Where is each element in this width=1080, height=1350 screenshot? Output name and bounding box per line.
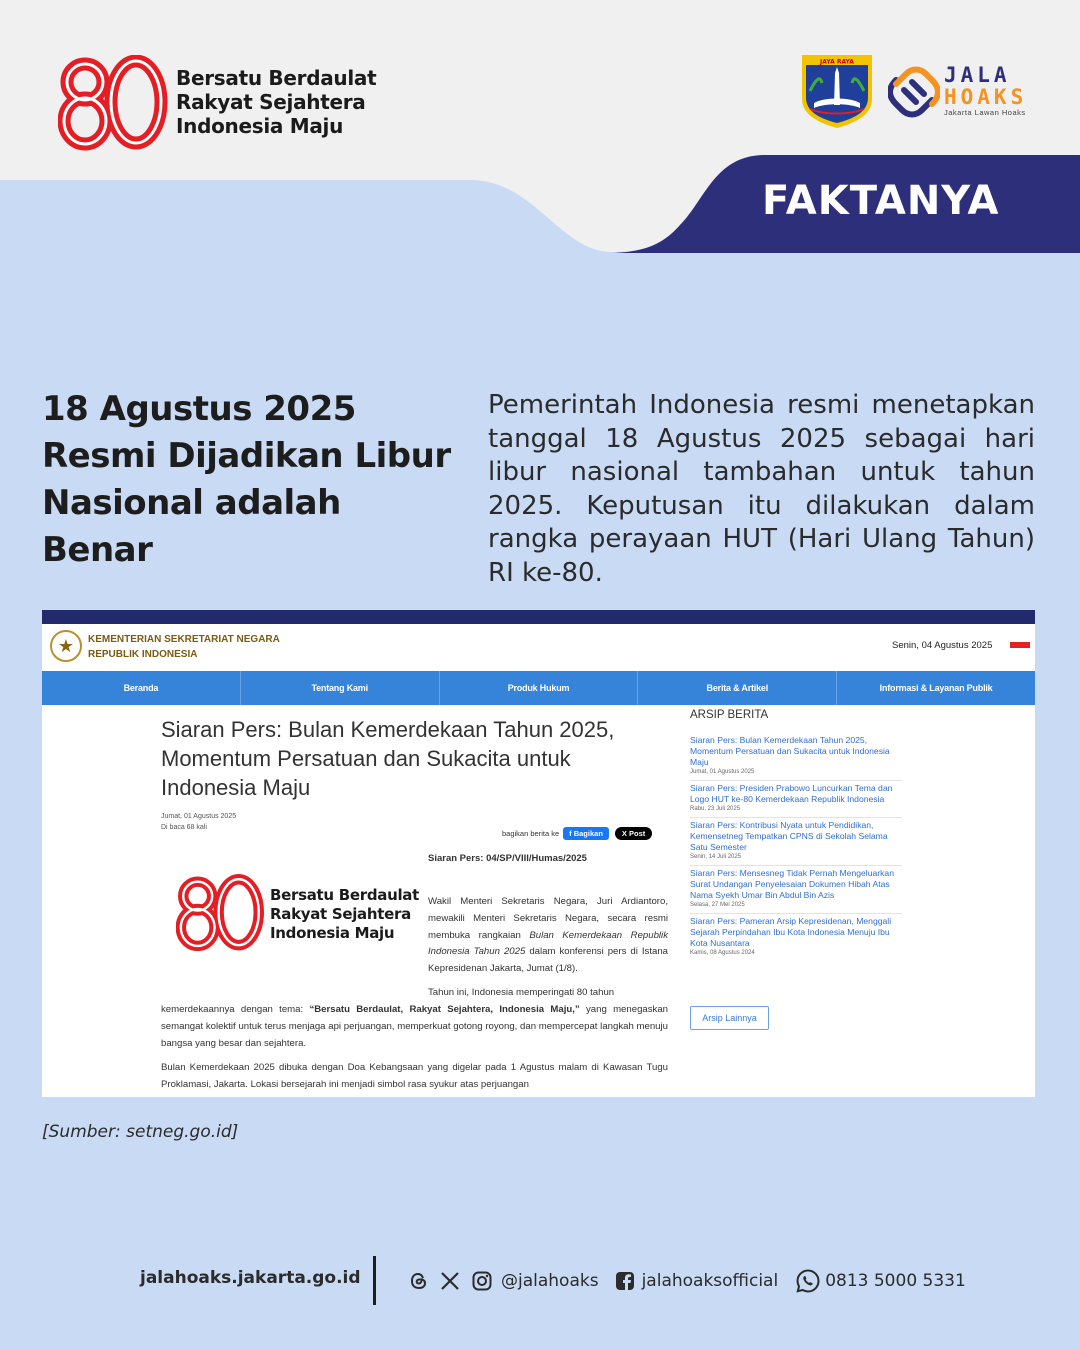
press-release-number: Siaran Pers: 04/SP/VIII/Humas/2025 (428, 853, 587, 864)
setneg-screenshot (42, 610, 1035, 1097)
article-slogan-line-1: Bersatu Berdaulat (270, 886, 420, 904)
article-paragraph-2 (161, 1002, 668, 1052)
jalahoaks-hoaks: HOAKS (944, 85, 1028, 109)
footer-facebook[interactable]: jalahoaksofficial (641, 1271, 779, 1291)
jalahoaks-wordmark (944, 64, 1027, 117)
x-post-label: Post (629, 829, 646, 838)
article-paragraph-1 (428, 894, 668, 978)
archive-item-title[interactable]: Siaran Pers: Presiden Prabowo Luncurkan Tema dan Logo HUT ke-80 Kemerdekaan Republik Indonesia (690, 783, 893, 804)
footer-social (408, 1268, 966, 1294)
facebook-icon[interactable] (615, 1271, 635, 1291)
article-slogan (270, 886, 419, 943)
dki-jakarta-crest (800, 53, 874, 129)
facebook-share-button[interactable]: f Bagikan (563, 827, 609, 840)
p2-text-b: kemerdekaannya dengan tema: (161, 1004, 304, 1015)
article-title: Siaran Pers: Bulan Kemerdekaan Tahun 2025, Momentum Persatuan dan Sukacita untuk Indonesia Maju (161, 717, 615, 800)
archive-item-title[interactable]: Siaran Pers: Bulan Kemerdekaan Tahun 2025, Momentum Persatuan dan Sukacita untuk Indonesia Maju (690, 735, 890, 767)
p2-theme: “Bersatu Berdaulat, Rakyat Sejahtera, Indonesia Maju,” (309, 1004, 580, 1015)
archive-item[interactable] (690, 780, 902, 817)
anniversary-slogan (176, 66, 376, 138)
nav-produk-hukum[interactable]: Produk Hukum (440, 671, 639, 705)
top-band-background (0, 0, 1080, 330)
p1-text-b: dalam konferensi pers di Istana Kepresidenan Jakarta, Jumat (1/8). (428, 946, 668, 975)
archive-item-date: Jumat, 01 Agustus 2025 (690, 769, 755, 775)
site-header (42, 624, 1035, 671)
footer-handle[interactable]: @jalahoaks (501, 1271, 599, 1291)
p1-italic: Bulan Kemerdekaan Republik Indonesia Tahun 2025 (428, 929, 668, 958)
ministry-name[interactable] (88, 632, 280, 662)
facebook-share-label: Bagikan (573, 829, 603, 838)
x-twitter-icon[interactable] (439, 1270, 461, 1292)
nav-informasi-layanan[interactable]: Informasi & Layanan Publik (879, 683, 993, 693)
p2-text-c: yang menegaskan semangat kolektif untuk terus menjaga api perjuangan, memperkuat gotong royong, dan mempercepat langkah menuju bangsa yang besar dan sejahtera. (161, 1004, 669, 1049)
archive-item[interactable] (690, 865, 902, 913)
archive-heading: ARSIP BERITA (690, 709, 769, 721)
slogan-line-3: Indonesia Maju (176, 114, 344, 138)
site-nav (42, 671, 1035, 705)
share-label: bagikan berita ke (502, 829, 560, 838)
indonesia-flag-icon (1010, 642, 1030, 648)
hut-ri-80-logo (58, 55, 170, 151)
site-date: Senin, 04 Agustus 2025 (892, 640, 993, 651)
article-paragraph-2-start: Tahun ini, Indonesia memperingati 80 tahun (428, 987, 615, 998)
slogan-line-2: Rakyat Sejahtera (176, 90, 366, 114)
article-paragraph-3: Bulan Kemerdekaan 2025 dibuka dengan Doa Kebangsaan yang digelar pada 1 Agustus malam di Kawasan Tugu Proklamasi, Jakarta. Lokasi bersejarah ini menjadi simbol rasa syukur atas perjuangan (161, 1062, 668, 1090)
ministry-line-2: REPUBLIK INDONESIA (88, 649, 198, 660)
summary-text: Pemerintah Indonesia resmi menetapkan tanggal 18 Agustus 2025 sebagai hari libur nasional tambahan untuk tahun 2025. Keputusan itu dilakukan dalam rangka perayaan HUT (Hari Ulang Tahun) RI ke-80. (488, 390, 1035, 588)
archive-item-date: Selasa, 27 Mei 2025 (690, 902, 745, 908)
archive-more-button[interactable]: Arsip Lainnya (690, 1006, 769, 1030)
jalahoaks-tagline: Jakarta Lawan Hoaks (944, 108, 1026, 117)
archive-item-title[interactable]: Siaran Pers: Pameran Arsip Kepresidenan, Menggali Sejarah Perpindahan Ibu Kota Indonesia Menuju Ibu Kota Nusantara (690, 916, 892, 948)
source-credit: [Sumber: setneg.go.id] (42, 1122, 239, 1142)
article-slogan-line-2: Rakyat Sejahtera (270, 905, 411, 923)
faktanya-label: FAKTANYA (762, 178, 1000, 224)
archive-item-title[interactable]: Siaran Pers: Kontribusi Nyata untuk Pendidikan, Kemensetneg Tempatkan CPNS di Sekolah Selama Satu Semester (690, 820, 888, 852)
article-slogan-line-3: Indonesia Maju (270, 924, 395, 942)
footer-website[interactable]: jalahoaks.jakarta.go.id (140, 1268, 361, 1288)
footer-whatsapp[interactable]: 0813 5000 5331 (825, 1271, 966, 1291)
p1-text-a: Wakil Menteri Sekretaris Negara, Juri Ardiantoro, mewakili Menteri Sekretaris Negara, secara resmi membuka rangkaian (428, 896, 668, 941)
nav-berita-artikel[interactable]: Berita & Artikel (638, 671, 837, 705)
threads-icon[interactable] (408, 1270, 430, 1292)
jalahoaks-knot-logo (888, 66, 940, 118)
whatsapp-icon[interactable] (795, 1268, 821, 1294)
share-bar (502, 827, 652, 840)
headline: 18 Agustus 2025 Resmi Dijadikan Libur Nasional adalah Benar (42, 389, 451, 570)
svg-text:JAYA RAYA: JAYA RAYA (820, 58, 854, 66)
archive-item[interactable] (690, 733, 902, 780)
nav-tentang-kami[interactable]: Tentang Kami (241, 671, 440, 705)
ministry-line-1: KEMENTERIAN SEKRETARIAT NEGARA (88, 634, 280, 645)
site-top-bar (42, 610, 1035, 624)
article-80-logo (176, 874, 266, 952)
x-post-button[interactable]: X Post (615, 827, 652, 840)
nav-beranda[interactable]: Beranda (42, 671, 241, 705)
archive-item[interactable] (690, 913, 902, 961)
article-meta (161, 811, 236, 833)
article-reads: Di baca 68 kali (161, 824, 207, 831)
archive-item-date: Rabu, 23 Juli 2025 (690, 806, 741, 812)
archive-list (690, 733, 902, 961)
instagram-icon[interactable] (471, 1270, 493, 1292)
footer-divider (373, 1256, 376, 1305)
slogan-line-1: Bersatu Berdaulat (176, 66, 377, 90)
archive-item-date: Kamis, 08 Agustus 2024 (690, 950, 755, 956)
archive-item-title[interactable]: Siaran Pers: Mensesneg Tidak Pernah Mengeluarkan Surat Undangan Penyelesaian Dokumen Hibah Atas Nama Syekh Umar Bin Abdul Bin Azis (690, 868, 894, 900)
archive-item-date: Senin, 14 Juli 2025 (690, 854, 742, 860)
garuda-emblem-icon: ★ (50, 630, 82, 662)
article-date: Jumat, 01 Agustus 2025 (161, 813, 237, 820)
jalahoaks-jala: JALA (944, 63, 1011, 87)
archive-item[interactable] (690, 817, 902, 865)
